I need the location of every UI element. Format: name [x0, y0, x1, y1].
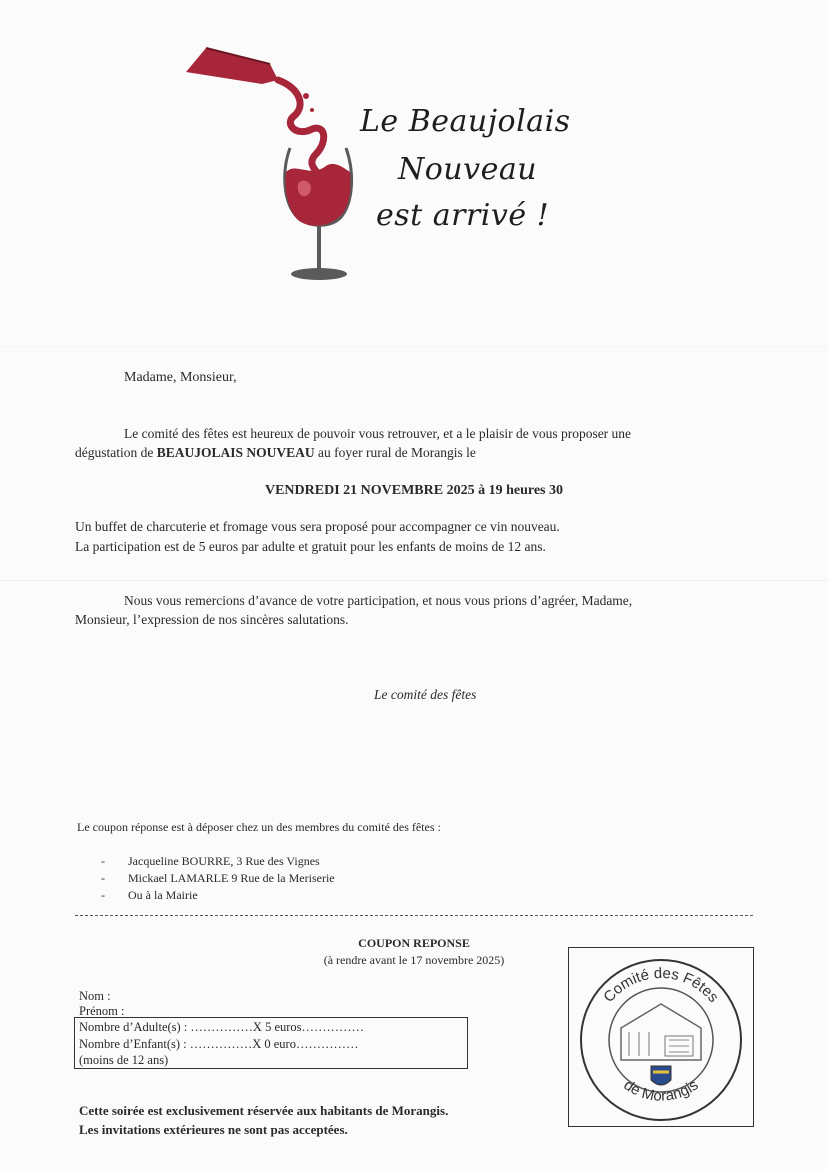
title-line-3: est arrivé ! — [376, 198, 550, 233]
committee-stamp-icon — [569, 948, 753, 1126]
paper-fold — [0, 346, 828, 347]
list-item: - Ou à la Mairie — [101, 888, 198, 902]
event-date: VENDREDI 21 NOVEMBRE 2025 à 19 heures 30 — [264, 483, 564, 498]
buffet-line: Un buffet de charcuterie et fromage vous sera proposé pour accompagner ce vin nouveau. — [75, 519, 560, 534]
svg-text:Comité des Fêtes — [600, 965, 722, 1006]
prenom-label: Prénom : — [79, 1004, 125, 1018]
coupon-title: COUPON REPONSE — [358, 936, 470, 950]
title-line-1: Le Beaujolais — [360, 104, 571, 139]
adults-field: Nombre d’Adulte(s) : ……………X 5 euros…………… — [79, 1020, 365, 1034]
children-note: (moins de 12 ans) — [79, 1053, 169, 1067]
list-item: - Jacqueline BOURRE, 3 Rue des Vignes — [101, 854, 320, 868]
footer-line-1: Cette soirée est exclusivement réservée aux habitants de Morangis. — [79, 1103, 449, 1118]
salutation: Madame, Monsieur, — [124, 370, 237, 385]
drop-intro: Le coupon réponse est à déposer chez un des membres du comité des fêtes : — [77, 820, 441, 834]
intro-line-1: Le comité des fêtes est heureux de pouvoir vous retrouver, et a le plaisir de vous proposer une — [124, 426, 632, 441]
stamp-top-text: Comité des Fêtes — [600, 964, 722, 1006]
cut-line — [75, 915, 753, 916]
list-item: - Mickael LAMARLE 9 Rue de la Meriserie — [101, 871, 335, 885]
footer-line-2: Les invitations extérieures ne sont pas acceptées. — [79, 1122, 348, 1137]
title-line-2: Nouveau — [398, 152, 538, 187]
stamp-bottom-text: de Morangis — [620, 1076, 702, 1105]
coupon-subtitle: (à rendre avant le 17 novembre 2025) — [323, 953, 505, 967]
intro-line-2: dégustation de BEAUJOLAIS NOUVEAU au foyer rural de Morangis le — [75, 445, 476, 460]
thanks-line-2: Monsieur, l’expression de nos sincères salutations. — [75, 612, 349, 627]
stamp-box — [568, 947, 754, 1127]
paper-fold — [0, 580, 828, 581]
price-line: La participation est de 5 euros par adulte et gratuit pour les enfants de moins de 12 ans. — [75, 539, 546, 554]
event-name: BEAUJOLAIS NOUVEAU — [156, 445, 315, 460]
children-field: Nombre d’Enfant(s) : ……………X 0 euro…………… — [79, 1037, 359, 1051]
nom-label: Nom : — [79, 989, 111, 1003]
thanks-line-1: Nous vous remercions d’avance de votre participation, et nous vous prions d’agréer, Madame, — [124, 593, 633, 608]
signature: Le comité des fêtes — [374, 687, 477, 702]
wine-glass-logo — [178, 44, 358, 290]
